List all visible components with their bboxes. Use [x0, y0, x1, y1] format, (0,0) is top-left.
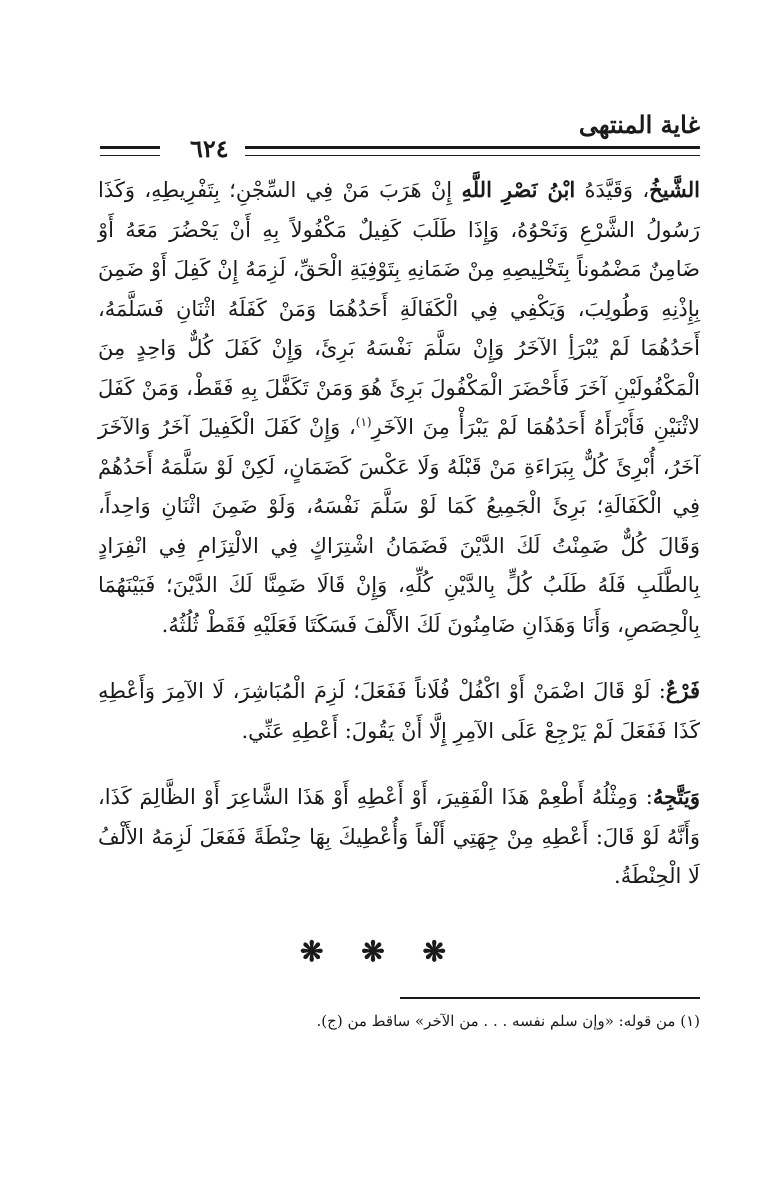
- main-text: [98, 170, 700, 897]
- term-far: فَرْعٌ: [665, 678, 700, 703]
- term-ibn-nasrallah: ابْنُ نَصْرِ اللَّهِ: [461, 177, 576, 202]
- text-run: : لَوْ قَالَ اضْمَنْ أَوْ اكْفُلْ فُلَاناً فَفَعَلَ؛ لَزِمَ الْمُبَاشِرَ، لَا الآمِرَ وَأَعْطِهِ كَذَا فَفَعَلَ لَمْ يَرْجِعْ عَلَى الآمِرِ إِلَّا أَنْ يَقُولَ: أَعْطِهِ عَنِّي.: [98, 679, 700, 743]
- footnote-rule: [400, 997, 700, 999]
- section-separator: ❋ ❋ ❋: [300, 935, 460, 968]
- text-run: ، وَقَيَّدَهُ: [575, 178, 650, 202]
- header-rule-short: [100, 146, 160, 156]
- footnote-ref: (١): [355, 415, 372, 429]
- page-number: ٦٢٤: [190, 134, 229, 163]
- term-shaykh: الشَّيخُ: [649, 177, 700, 202]
- header-rule: [245, 146, 700, 156]
- paragraph: [98, 671, 700, 751]
- paragraph: [98, 777, 700, 897]
- term-yattajih: وَيَتَّجِهُ: [652, 784, 700, 809]
- page-header: [100, 110, 700, 162]
- paragraph: [98, 170, 700, 645]
- book-title: غاية المنتهى: [578, 110, 700, 139]
- text-run: : وَمِثْلُهُ أَطْعِمْ هَذَا الْفَقِيرَ، أَوْ أَعْطِهِ أَوْ هَذَا الشَّاعِرَ أَوْ الظَّالِمَ كَذَا، وَأَنَّهُ لَوْ قَالَ: أَعْطِهِ مِنْ جِهَتِي أَلْفاً وَأُعْطِيكَ بِهَا حِنْطَةً فَفَعَلَ لَزِمَهُ الأَلْفُ لَا الْحِنْطَةُ.: [98, 785, 700, 888]
- footnote: (١) من قوله: «وإن سلم نفسه . . . من الآخر» ساقط من (ج).: [316, 1012, 700, 1030]
- text-run: إِنْ هَرَبَ مَنْ فِي السِّجْنِ؛ بِتَفْرِيطِهِ، وَكَذَا رَسُولُ الشَّرْعِ وَنَحْوُهُ، وَإِذَا طَلَبَ كَفِيلٌ مَكْفُولاً بِهِ أَنْ يَحْضُرَ مَعَهُ أَوْ ضَامِنٌ مَضْمُوناً بِتَخْلِيصِهِ مِنْ ضَمَانِهِ بِتَوْفِيَةِ الْحَقِّ، لَزِمَهُ إِنْ كَفِلَ أَوْ ضَمِنَ بِإِذْنِهِ وَطُولِبَ، وَيَكْفِي فِي الْكَفَالَةِ أَحَدُهُمَا وَمَنْ كَفَلَهُ اثْنَانِ فَسَلَّمَهُ، أَحَدُهُمَا لَمْ يُبْرَأِ الآخَرُ وَإِنْ سَلَّمَ نَفْسَهُ بَرِئَ، وَإِنْ كَفَلَ كُلٌّ وَاحِدٍ مِنَ الْمَكْفُولَيْنِ آخَرَ فَأَحْضَرَ الْمَكْفُولَ بَرِئَ هُوَ وَمَنْ تَكَفَّلَ بِهِ فَقَطْ، وَمَنْ كَفَلَ لاثْنَيْنِ فَأَبْرَأَهُ أَحَدُهُمَا لَمْ يَبْرَأْ مِنَ الآخَرِ: [98, 178, 700, 439]
- text-run: ، وَإِنْ كَفَلَ الْكَفِيلَ آخَرُ وَالآخَرَ آخَرُ، أُبْرِئَ كُلٌّ بِبَرَاءَةِ مَنْ قَبْلَهُ وَلَا عَكْسَ كَضَمَانٍ، لَكِنْ لَوْ سَلَّمَهُ أَحَدُهُمْ فِي الْكَفَالَةِ؛ بَرِئَ الْجَمِيعُ كَمَا لَوْ سَلَّمَ نَفْسَهُ، وَلَوْ ضَمِنَ اثْنَانِ وَاحِداً، وَقَالَ كُلٌّ ضَمِنْتُ لَكَ الدَّيْنَ فَضَمَانُ اشْتِرَاكٍ فِي الالْتِزَامِ فِي انْفِرَادٍ بِالطَّلَبِ فَلَهُ طَلَبُ كُلٍّ بِالدَّيْنِ كُلِّهِ، وَإِنْ قَالَا ضَمِنَّا لَكَ الدَّيْنَ؛ فَبَيْنَهُمَا بِالْحِصَصِ، وَأَنَا وَهَذَانِ ضَامِنُونَ لَكَ الأَلْفَ فَسَكَتَا فَعَلَيْهِ فَقَطْ ثُلُثُهُ.: [98, 415, 700, 637]
